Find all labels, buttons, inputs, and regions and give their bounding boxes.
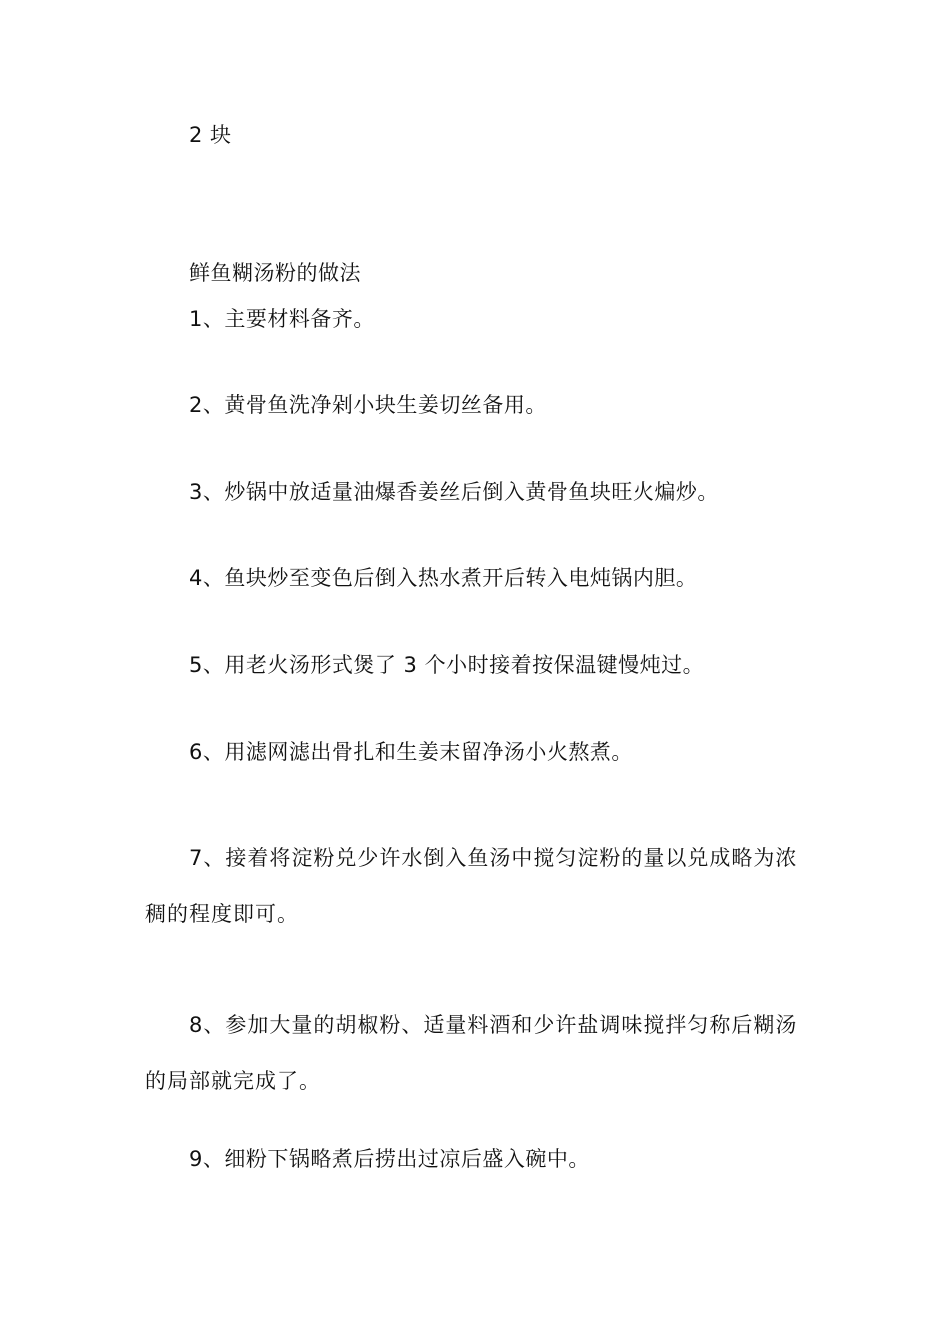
step-5: 5、用老火汤形式煲了 3 个小时接着按保温键慢炖过。 <box>189 653 705 677</box>
step-8: 8、参加大量的胡椒粉、适量料酒和少许盐调味搅拌匀称后糊汤的局部就完成了。 <box>145 1013 798 1093</box>
section-heading: 鲜鱼糊汤粉的做法 <box>189 261 361 285</box>
step-3: 3、炒锅中放适量油爆香姜丝后倒入黄骨鱼块旺火煸炒。 <box>189 480 719 504</box>
step-9: 9、细粉下锅略煮后捞出过凉后盛入碗中。 <box>189 1147 590 1171</box>
step-4: 4、鱼块炒至变色后倒入热水煮开后转入电炖锅内胆。 <box>189 566 698 590</box>
step-2: 2、黄骨鱼洗净剁小块生姜切丝备用。 <box>189 393 547 417</box>
step-6: 6、用滤网滤出骨扎和生姜末留净汤小火熬煮。 <box>189 740 633 764</box>
step-1: 1、主要材料备齐。 <box>189 307 375 331</box>
step-7: 7、接着将淀粉兑少许水倒入鱼汤中搅匀淀粉的量以兑成略为浓稠的程度即可。 <box>145 846 798 926</box>
text-fragment: 2 块 <box>189 123 232 147</box>
